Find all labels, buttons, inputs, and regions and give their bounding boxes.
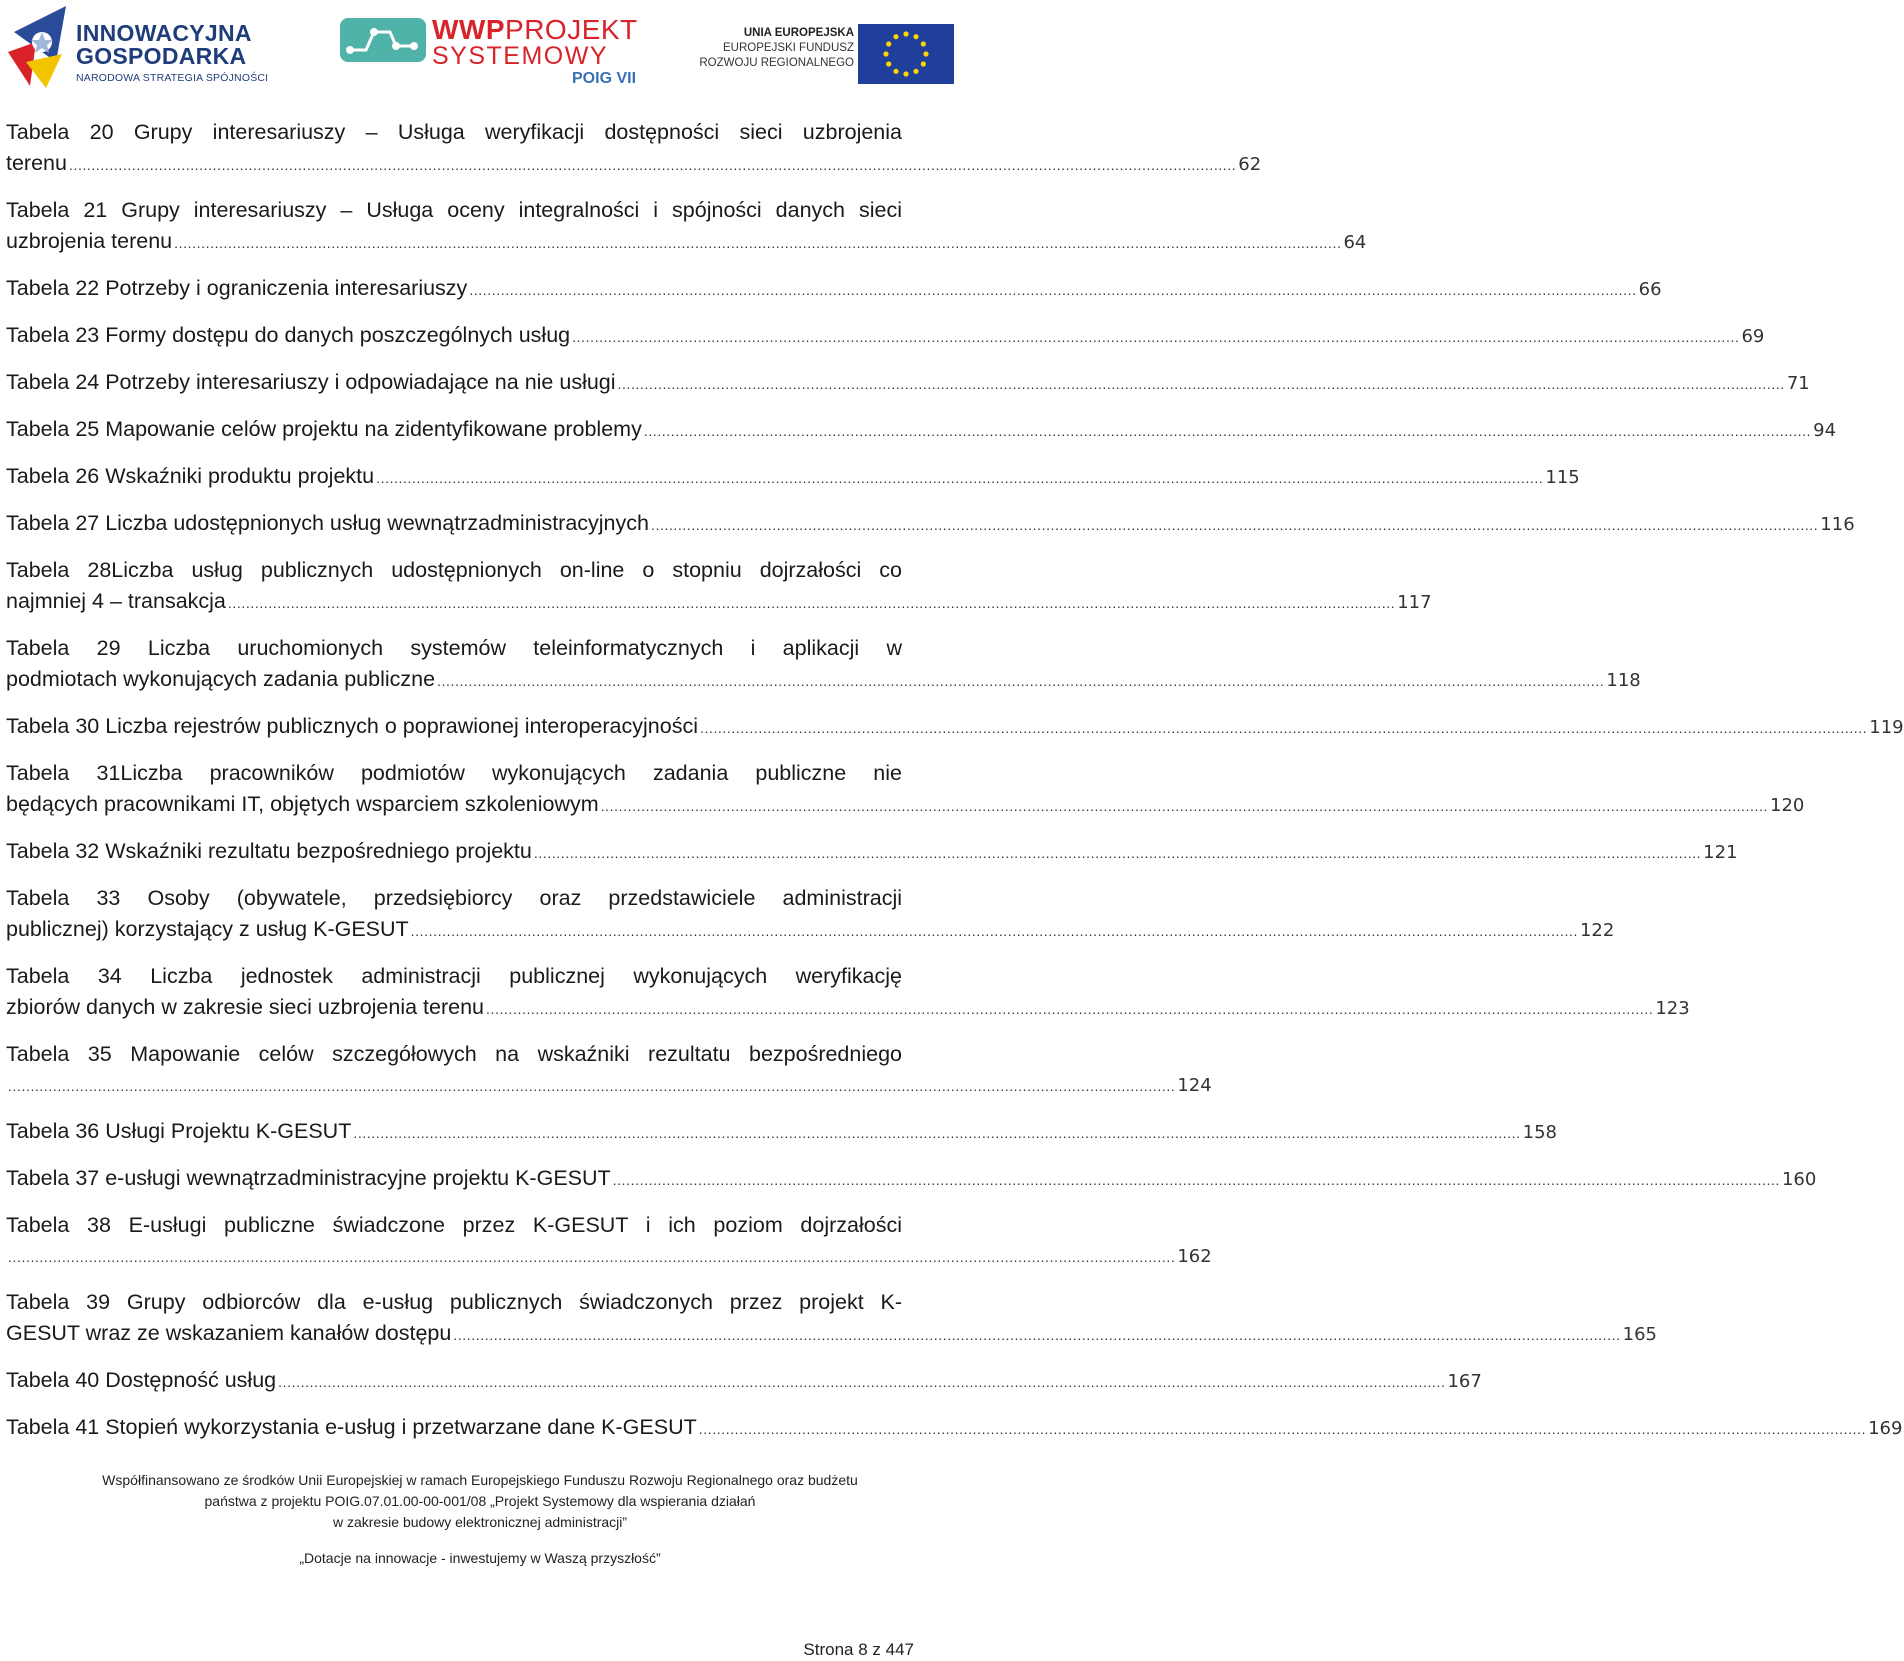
- toc-leader-dots: ....................................................................................................................................................................................................................................................................: [533, 845, 1702, 861]
- toc-entry-title: Tabela 40 Dostępność usług: [6, 1368, 277, 1392]
- toc-leader-dots: ....................................................................................................................................................................................................................................................................: [174, 235, 1342, 251]
- toc-entry[interactable]: [6, 367, 1810, 400]
- footer-line-1: Współfinansowano ze środków Unii Europejskiej w ramach Europejskiego Funduszu Rozwoju Regionalnego oraz budżetu: [102, 1472, 858, 1488]
- toc-entry-title: Tabela 24 Potrzeby interesariuszy i odpowiadające na nie usługi: [6, 370, 616, 394]
- toc-entry-last-line: [6, 1365, 1482, 1398]
- toc-entry-last-line: [6, 789, 1805, 822]
- toc-page-number: 62: [1238, 154, 1262, 175]
- toc-leader-dots: ....................................................................................................................................................................................................................................................................: [699, 720, 1868, 736]
- toc-leader-dots: ....................................................................................................................................................................................................................................................................: [617, 376, 1785, 392]
- toc-entry-title: Tabela 36 Usługi Projektu K-GESUT: [6, 1119, 352, 1143]
- toc-entry-text-line: Tabela 21 Grupy interesariuszy – Usługa oceny integralności i spójności danych sieci: [6, 198, 902, 222]
- toc-leader-dots: ....................................................................................................................................................................................................................................................................: [650, 517, 1819, 533]
- toc-leader-dots: ....................................................................................................................................................................................................................................................................: [698, 1421, 1867, 1437]
- ig-line-1: INNOWACYJNA: [76, 20, 252, 46]
- toc-leader-dots: ....................................................................................................................................................................................................................................................................: [612, 1172, 1780, 1188]
- toc-page-number: 116: [1820, 514, 1855, 535]
- toc-entry-title: Tabela 26 Wskaźniki produktu projektu: [6, 464, 375, 488]
- toc-entry-last-line: [6, 320, 1765, 353]
- eu-line-1: UNIA EUROPEJSKA: [743, 27, 854, 39]
- toc-entry-last-line: [6, 273, 1662, 306]
- toc-page-number: 160: [1781, 1169, 1817, 1190]
- toc-page-number: 123: [1655, 998, 1690, 1019]
- toc-entry-title: podmiotach wykonujących zadania publiczne: [6, 667, 436, 691]
- toc-entry[interactable]: [6, 1116, 1558, 1149]
- toc-leader-dots: ....................................................................................................................................................................................................................................................................: [572, 329, 1740, 345]
- toc-leader-dots: ....................................................................................................................................................................................................................................................................: [643, 423, 1812, 439]
- ig-line-2: GOSPODARKA: [76, 43, 247, 69]
- page-number: Strona 8 z 447: [803, 1640, 914, 1659]
- wwp-projekt-systemowy-logo: [340, 14, 640, 86]
- eu-star-icon: [886, 61, 891, 66]
- toc-leader-dots: ....................................................................................................................................................................................................................................................................: [8, 1249, 1176, 1265]
- toc-entry-title: GESUT wraz ze wskazaniem kanałów dostępu: [6, 1321, 452, 1345]
- toc-entry-last-line: [6, 1116, 1558, 1149]
- toc-entry-last-line: [6, 1412, 1903, 1445]
- systemowy-label: SYSTEMOWY: [432, 42, 609, 70]
- eu-text: [688, 26, 854, 71]
- toc-leader-dots: ....................................................................................................................................................................................................................................................................: [227, 595, 1396, 611]
- toc-entry-text-line: Tabela 33 Osoby (obywatele, przedsiębiorcy oraz przedstawiciele administracji: [6, 886, 902, 910]
- toc-page-number: 122: [1579, 920, 1615, 941]
- toc-leader-dots: ....................................................................................................................................................................................................................................................................: [278, 1374, 1446, 1390]
- eu-star-icon: [923, 51, 928, 56]
- eu-star-icon: [903, 71, 908, 76]
- toc-entry-last-line: [6, 367, 1810, 400]
- toc-entry-title: Tabela 23 Formy dostępu do danych poszczególnych usług: [6, 323, 571, 347]
- eu-line-2: EUROPEJSKI FUNDUSZ: [723, 42, 854, 54]
- toc-entry-last-line: [6, 664, 1641, 697]
- toc-entry[interactable]: [6, 758, 1805, 822]
- toc-leader-dots: ....................................................................................................................................................................................................................................................................: [600, 798, 1768, 814]
- toc-entry-last-line: [6, 226, 1367, 259]
- toc-entry-last-line: [6, 508, 1855, 541]
- toc-leader-dots: ....................................................................................................................................................................................................................................................................: [469, 282, 1637, 298]
- eu-star-icon: [886, 41, 891, 46]
- cofinancing-footer: [0, 1470, 960, 1533]
- toc-entry[interactable]: [6, 1039, 1212, 1102]
- toc-entry-title: Tabela 25 Mapowanie celów projektu na zidentyfikowane problemy: [6, 417, 642, 441]
- wwp-label: WWP: [432, 14, 506, 45]
- toc-entry[interactable]: [6, 555, 1432, 619]
- eu-star-icon: [883, 51, 888, 56]
- toc-entry[interactable]: [6, 836, 1738, 869]
- toc-leader-dots: ....................................................................................................................................................................................................................................................................: [353, 1125, 1521, 1141]
- toc-page-number: 120: [1770, 795, 1805, 816]
- toc-entry-title: Tabela 22 Potrzeby i ograniczenia interesariuszy: [6, 276, 468, 300]
- toc-entry-last-line: [6, 586, 1432, 619]
- toc-entry-last-line: [6, 148, 1262, 181]
- toc-entry-title: najmniej 4 – transakcja: [6, 589, 226, 613]
- eu-star-icon: [921, 41, 926, 46]
- toc-page-number: 118: [1606, 670, 1641, 691]
- toc-entry[interactable]: [6, 195, 1367, 259]
- toc-leader-dots: ....................................................................................................................................................................................................................................................................: [486, 1001, 1654, 1017]
- toc-entry[interactable]: [6, 414, 1837, 447]
- toc-entry-title: Tabela 37 e-usługi wewnątrzadministracyjne projektu K-GESUT: [6, 1166, 611, 1190]
- footer-line-2: państwa z projektu POIG.07.01.00-00-001/08 „Projekt Systemowy dla wspierania działań: [204, 1493, 756, 1509]
- toc-entry[interactable]: [6, 1210, 1212, 1273]
- eu-logo: [688, 24, 954, 84]
- toc-page-number: 169: [1868, 1418, 1903, 1439]
- toc-entry-title: uzbrojenia terenu: [6, 229, 173, 253]
- toc-entry[interactable]: [6, 961, 1690, 1025]
- toc-entry-text-line: Tabela 29 Liczba uruchomionych systemów teleinformatycznych i aplikacji w: [6, 636, 902, 660]
- toc-entry-title: terenu: [6, 151, 67, 175]
- toc-entry-text-line: Tabela 35 Mapowanie celów szczegółowych na wskaźniki rezultatu bezpośredniego: [6, 1042, 902, 1066]
- toc-entry[interactable]: [6, 320, 1765, 353]
- toc-entry[interactable]: [6, 633, 1641, 697]
- toc-entry-title: Tabela 32 Wskaźniki rezultatu bezpośredniego projektu: [6, 839, 532, 863]
- toc-entry-text-line: Tabela 34 Liczba jednostek administracji publicznej wykonujących weryfikację: [6, 964, 902, 988]
- eu-star-icon: [903, 31, 908, 36]
- toc-entry-last-line: [6, 1070, 1212, 1102]
- toc-leader-dots: ....................................................................................................................................................................................................................................................................: [68, 157, 1237, 173]
- toc-entry-last-line: [6, 1241, 1212, 1273]
- toc-entry[interactable]: [6, 1365, 1482, 1398]
- toc-page-number: 71: [1786, 373, 1810, 394]
- toc-entry-text-line: Tabela 31Liczba pracowników podmiotów wykonujących zadania publiczne nie: [6, 761, 902, 785]
- toc-entry-text-line: Tabela 28Liczba usług publicznych udostępnionych on-line o stopniu dojrzałości co: [6, 558, 902, 582]
- toc-entry-last-line: [6, 1163, 1817, 1196]
- eu-star-icon: [913, 69, 918, 74]
- toc-entry[interactable]: [6, 883, 1615, 947]
- eu-star-icon: [921, 61, 926, 66]
- toc-entry-title: Tabela 30 Liczba rejestrów publicznych o poprawionej interoperacyjności: [6, 714, 698, 738]
- toc-entry[interactable]: [6, 1287, 1657, 1351]
- toc-page-number: 121: [1703, 842, 1738, 863]
- footer-line-3: w zakresie budowy elektronicznej administracji”: [332, 1514, 628, 1530]
- eu-flag-icon: [858, 24, 954, 84]
- toc-entry[interactable]: [6, 273, 1662, 306]
- toc-entry-title: będących pracownikami IT, objętych wsparciem szkoleniowym: [6, 792, 599, 816]
- toc-entry[interactable]: [6, 711, 1904, 744]
- poig-label: POIG VII: [572, 70, 637, 87]
- toc-page-number: 115: [1545, 467, 1580, 488]
- toc-leader-dots: ....................................................................................................................................................................................................................................................................: [437, 673, 1605, 689]
- toc-entry-last-line: [6, 711, 1904, 744]
- toc-page-number: 117: [1397, 592, 1432, 613]
- toc-page-number: 162: [1177, 1246, 1212, 1267]
- toc-page-number: 69: [1741, 326, 1765, 347]
- eu-star-icon: [893, 34, 898, 39]
- toc-entry[interactable]: [6, 1412, 1903, 1445]
- toc-leader-dots: ....................................................................................................................................................................................................................................................................: [453, 1327, 1621, 1343]
- toc-entry-title: Tabela 41 Stopień wykorzystania e-usług i przetwarzane dane K-GESUT: [6, 1415, 697, 1439]
- toc-page-number: 64: [1343, 232, 1367, 253]
- toc-page-number: 124: [1177, 1075, 1212, 1096]
- toc-entry-last-line: [6, 414, 1837, 447]
- eu-star-icon: [913, 34, 918, 39]
- toc-entry-last-line: [6, 1318, 1657, 1351]
- toc-entry-title: zbiorów danych w zakresie sieci uzbrojenia terenu: [6, 995, 485, 1019]
- toc-entry-text-line: Tabela 20 Grupy interesariuszy – Usługa weryfikacji dostępności sieci uzbrojenia: [6, 120, 902, 144]
- innowacyjna-gospodarka-logo: [6, 2, 286, 90]
- toc-entry-text-line: Tabela 38 E-usługi publiczne świadczone przez K-GESUT i ich poziom dojrzałości: [6, 1213, 902, 1237]
- toc-entry-last-line: [6, 836, 1738, 869]
- toc-entry-last-line: [6, 914, 1615, 947]
- ig-title: [76, 22, 252, 68]
- toc-page-number: 165: [1622, 1324, 1657, 1345]
- toc-entry[interactable]: [6, 1163, 1817, 1196]
- toc-page-number: 158: [1522, 1122, 1558, 1143]
- toc-entry-title: publicznej) korzystający z usług K-GESUT: [6, 917, 409, 941]
- ig-subtitle: NARODOWA STRATEGIA SPÓJNOŚCI: [76, 72, 269, 84]
- toc-entry-text-line: Tabela 39 Grupy odbiorców dla e-usług publicznych świadczonych przez projekt K-: [6, 1290, 902, 1314]
- footer-slogan: „Dotacje na innowacje - inwestujemy w Waszą przyszłość”: [299, 1550, 661, 1566]
- toc-entry[interactable]: [6, 117, 1262, 181]
- toc-page-number: 167: [1447, 1371, 1482, 1392]
- toc-page-number: 66: [1638, 279, 1662, 300]
- list-of-tables: [6, 117, 1904, 1459]
- toc-leader-dots: ....................................................................................................................................................................................................................................................................: [8, 1078, 1176, 1094]
- eu-line-3: ROZWOJU REGIONALNEGO: [699, 57, 854, 69]
- toc-entry-title: Tabela 27 Liczba udostępnionych usług wewnątrzadministracyjnych: [6, 511, 649, 535]
- toc-entry[interactable]: [6, 508, 1855, 541]
- projekt-label: PROJEKT: [505, 14, 638, 45]
- toc-leader-dots: ....................................................................................................................................................................................................................................................................: [410, 923, 1578, 939]
- toc-page-number: 119: [1869, 717, 1904, 738]
- wwp-title: [432, 16, 638, 44]
- toc-entry[interactable]: [6, 461, 1580, 494]
- page-header: [0, 0, 960, 96]
- eu-star-icon: [893, 69, 898, 74]
- toc-page-number: 94: [1813, 420, 1837, 441]
- toc-entry-last-line: [6, 461, 1580, 494]
- ig-emblem-icon: [6, 2, 72, 90]
- toc-entry-last-line: [6, 992, 1690, 1025]
- toc-leader-dots: ....................................................................................................................................................................................................................................................................: [376, 470, 1544, 486]
- wwp-circuit-icon: [340, 16, 426, 64]
